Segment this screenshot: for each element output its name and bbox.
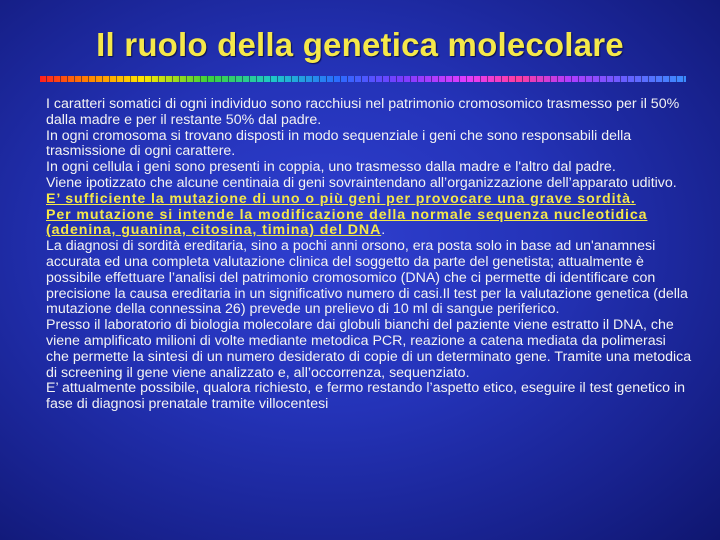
slide-body — [46, 97, 692, 413]
highlight-paragraph-1 — [46, 192, 692, 208]
paragraph-4: Viene ipotizzato che alcune centinaia di geni sovraintendano all’organizzazione dell’apparato uditivo. — [46, 174, 677, 191]
highlight-sentence-2: Per mutazione si intende la modificazione della normale sequenza nucleotidica (adenina, guanina, citosina, timina) del DNA — [46, 206, 648, 239]
paragraph-6: Presso il laboratorio di biologia molecolare dai globuli bianchi del paziente viene estratto il DNA, che viene amplificato milioni di volte mediante metodica PCR, reazione a catena mediata da polimerasi che permette la sintesi di un numero desiderato di copie di un determinato gene. Tramite una metodica di screening il gene viene analizzato e, all’occorrenza, sequenziato. — [46, 317, 692, 381]
paragraph-7: E’ attualmente possibile, qualora richiesto, e fermo restando l’aspetto etico, eseguire il test genetico in fase di diagnosi prenatale tramite villocentesi — [46, 380, 686, 413]
highlight-paragraph-2 — [46, 208, 692, 240]
paragraph-2: In ogni cromosoma si trovano disposti in modo sequenziale i geni che sono responsabili della trasmissione di ogni carattere. — [46, 127, 632, 160]
highlight-sentence-1: E’ sufficiente la mutazione di uno o più geni per provocare una grave sordità. — [46, 190, 636, 207]
rainbow-divider — [40, 76, 686, 82]
paragraph-3: In ogni cellula i geni sono presenti in coppia, uno trasmesso dalla madre e l'altro dal padre. — [46, 159, 616, 176]
paragraph-1: I caratteri somatici di ogni individuo sono racchiusi nel patrimonio cromosomico trasmesso per il 50% dalla madre e per il restante 50% dal padre. — [46, 96, 680, 128]
slide-title: Il ruolo della genetica molecolare — [96, 26, 624, 63]
paragraph-5: La diagnosi di sordità ereditaria, sino a pochi anni orsono, era posta solo in base ad un'anamnesi accurata ed una completa valutazione clinica del soggetto da parte del genetista; attualmente è possibile effettuare l’analisi del patrimonio cromosomico (DNA) che ci permette di identificare con precisione la causa ereditaria in un significativo numero di casi.Il test per la valutazione genetica (della mutazione della connessina 26) prevede un prelievo di 10 ml di sangue periferico. — [46, 238, 688, 318]
highlight-period: . — [381, 222, 386, 239]
